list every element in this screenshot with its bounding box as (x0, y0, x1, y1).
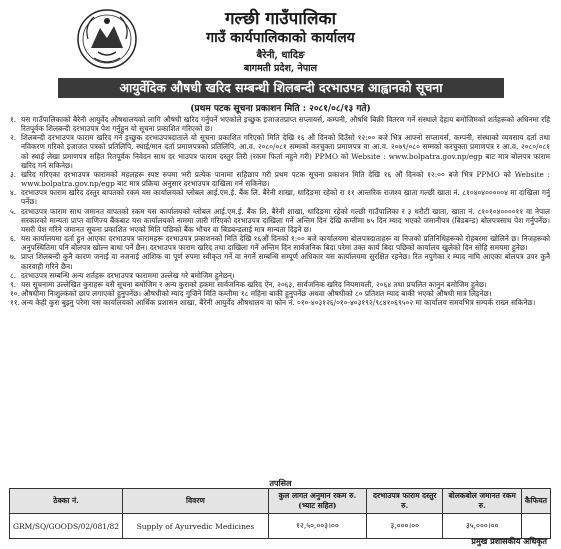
col-header-estimated-cost: कुल लागत अनुमान रकम रु. (भ्याट सहित) (268, 489, 366, 514)
cell-remarks (521, 514, 550, 539)
schedule-caption: तपसिल (269, 478, 292, 488)
col-header-bid-security: बोलकबोल जमानत रकम रु. (443, 489, 521, 514)
item-text: दरभाउपत्र फाराम खरिद दस्तुर बापतको रकम यस कार्यालयको ग्लोबल आई.एम.ई. बैंक लि. बैरेनी शाखा, धादिङमा रहेको रा ११ आन्तरिक राजश्व खाता गल्छी खाता नं. ८१०४०४०००००४ मा दाखिला गर्नु पर्नेछ। (21, 188, 550, 207)
notice-item (10, 207, 550, 234)
notice-item (10, 289, 550, 298)
notice-item (10, 234, 550, 252)
col-header-remarks: कैफियत (521, 489, 550, 514)
item-text: प्राप्त शिलबन्दी कुनै कारण जनाई वा नजनाई आंशिक वा पूर्ण रुपमा स्वीकृत गर्ने वा नगर्ने सम्बन्धि सम्पूर्ण अधिकार यस कार्यालयमा सुरक्षित रहनेछ। रित नपुगेका र म्याद नाघि आएका बोलपत्र उपर कुनै कारवाही गरिने छैन। (21, 252, 550, 271)
cell-bid-security: ३५,०००।०० (443, 514, 521, 539)
col-header-description: विवरण (123, 489, 269, 514)
item-number: १०. (10, 288, 20, 298)
notice-item (10, 252, 550, 270)
province-line: बागमती प्रदेश, नेपाल (243, 63, 318, 74)
item-number: ६. (10, 234, 17, 244)
notice-item (10, 271, 550, 280)
office-location: बैरेनी, धादिङ (256, 50, 305, 61)
cell-contract-no: GRM/SQ/GOODS/02/081/82 (10, 514, 123, 539)
sub-office-name: गाउँ कार्यपालिकाको कार्यालय (206, 30, 355, 46)
item-text: यस कार्यालयमा दर्ता हुन आएका दरभाउपत्र फारामहरू दरभाउपत्र प्रकाशनको मिति देखि १६औं दिनको १:०० बजे कार्यालयमा बोलपत्रदाताहरू वा निजको प्रतिनिधिहरूको रोहबरमा खोलिने छ। निजहरूको अनुपस्थितिमा पनि बोलपत्र खोल्न बाधा पर्ने छैन। दरभाउपत्र फाराम खरिद तथा दाखिला गर्ने अन्तिम दिन सार्वजनिक बिदा परेमा उक्त कार्य बिदा पछिको कार्यालय खुलेको दिन सोहि समयमा हुनेछ। (21, 234, 550, 253)
item-text: अन्य केही कुरा बुझ्नु परेमा यस कार्यालयको आर्थिक प्रशासन शाखा, बैरेनी आयुर्वेद औषधालय वा फोन नं. ०१०-४०३१२६/०१०-४०३१९२/९८४१०६९५०२ मा कार्यालय समयभित्र सम्पर्क राख्न सकिनेछ। (21, 298, 536, 308)
notice-item (10, 188, 550, 206)
notice-item (10, 170, 550, 188)
cell-description: Supply of Ayurvedic Medicines (123, 514, 269, 539)
table-header-row (10, 489, 551, 514)
item-number: ८. (10, 270, 17, 280)
item-number: ५. (10, 206, 17, 216)
office-name: गल्छी गाउँपालिका (224, 9, 337, 29)
item-text: शिलबन्दी दरभाउपत्र फाराम खरिद गर्न इच्छुक दरभाउपत्रदाताले यो सूचना प्रकाशित गरिएको मिति देखि १६ औं दिनको दिउँसो १२:०० बजे भित्र आफ्नो सप्लायर्स, कम्पनी, संस्थाको व्यवसाय दर्ता तथा नविकरण गरिको इजाजत पत्रको प्रतिलिपि, स्थाई/मान दर्ता प्रमाणपत्रको प्रतिलिपि, आ.व. २०८०/०८१ सम्मको करचुक्ता प्रमाणपत्र वा आ.व. २०७९/०८० सम्मको करचुक्ता प्रमाणपत्र र आ.व. २०८०/०८१ को स्थाई लेखा प्रमाणपत्र सहित रितपूर्वक निवेदन साथ दर भाउपत्र फाराम दस्तुर तिरी (रकम फिर्ता नहुने गरी) PPMO को Website : www.bolpatra.gov.np/egp बाट मात्र बोलपत्र फाराम खरिद गर्न सकिनेछ। (21, 133, 550, 170)
item-number: ४. (10, 188, 17, 198)
item-text: दरभाउपत्र फाराम साथ जमानत वापतको रकम यस कार्यालयको ग्लोबल आई.एम.ई. बैंक लि. बैरेनी शाखा, धादिङमा रहेको गल्छी गाउँपालिका र ३ धरौटी खाता, खाता नं. ८१०१०४००००११ वा नेपाल सरकारको मान्यता प्राप्त वाणिज्य बैंकबाट यस कार्यालयको नाममा जारी गरिएको दरभाउपत्र दाखिला गर्ने अन्तिम दिन देखि कम्तीमा ७५ दिन म्याद भएको जमानीपत्र (बिडबन्ड) बोलपत्रसाथ पेश गर्नुपर्नेछ। यसरी पेश गरिने जमानत सूचना प्रकाशित भएको मिति पछिको बैंक भौचर वा बिडबन्डलाई मात्र मान्यता दिइने छ। (21, 206, 550, 234)
item-number: ९. (10, 279, 17, 289)
notice-item (10, 133, 550, 170)
item-number: ११. (10, 298, 20, 308)
signoff-title: प्रमुख प्रशासकीय अधिकृत (471, 536, 547, 546)
publication-date-line: (प्रथम पटक सूचना प्रकाशन मिति : २०८१/०८/१३ गते) (190, 104, 371, 114)
notice-item (10, 298, 550, 307)
col-header-contract-no: ठेक्का नं. (10, 489, 123, 514)
item-number: ७. (10, 252, 17, 262)
table-row (10, 514, 551, 539)
cell-form-fee: ३,०००।०० (367, 514, 443, 539)
schedule-table (9, 488, 551, 539)
notice-body (10, 115, 550, 477)
item-number: २. (10, 133, 17, 143)
item-text: खरिद गरिएका दरभाउपत्र फारामको महलहरू स्पष्ट रुपमा भरी प्रत्येक पानामा सहिछाप गरी प्रथम पटक सूचना प्रकाशन मिति देखि १६ औं दिनको १२:०० बजे भित्र PPMO को Website : www.bolpatra.gov.np/egp बाट मात्र प्रक्रिया अनुसार दरभाउपत्र दाखिला गर्न सकिनेछ। (21, 169, 550, 189)
item-number: ३. (10, 169, 17, 179)
cell-estimated-cost: १२,५०,००३।०० (268, 514, 366, 539)
item-text: औषधीमा निःशुल्कको छाप लगाएको हुनुपर्नेछ। औषधीको म्याद गुज्रिने मिति कम्तीमा १८ महिना बाकी हुनुपर्नेछ अथवा औषधीको ८० प्रतिशत म्याद बाकी भएको औषधी मात्र लिइनेछ। (21, 288, 492, 298)
notice-item (10, 280, 550, 289)
col-header-form-fee: दरभाउपत्र फाराम दस्तुर रु. (367, 489, 443, 514)
notice-item (10, 115, 550, 133)
notice-title: आयुर्वेदिक औषधी खरिद सम्बन्धी शिलबन्दी दरभाउपत्र आह्वानको सूचना (58, 78, 504, 98)
item-text: यस गाउँपालिकाको बैरेनी आयुर्वेद औषधालयको लागि औषधी खरिद गर्नुपर्ने भएकोले इच्छुक इजाजतप्राप्त सप्लायर्स, कम्पनी, औषधि बिक्री वितरण गर्ने संस्थाले देहाय बमोजिमको शर्तहरूको अधिनमा रहि रितपूर्वक शिलबन्दी दरभाउपत्र पेश गर्नुहुन यो सूचना प्रकाशित गरिएको छ। (21, 115, 550, 134)
item-number: १. (10, 115, 17, 124)
item-text: दरभाउपत्र सम्बन्धि अन्य शर्तहरू दरभाउपत्र फाराममा उल्लेख गरे बमोजिम हुनेछन्। (21, 270, 235, 280)
item-text: यस सूचनामा उल्लेखित कुराहरू यसै सूचना बमोजिम र अन्य कुराको हकमा सार्वजनिक खरिद ऐन, २०६३, सार्वजनिक खरिद नियमावली, २०६४ तथा प्रचलित कानुन बमोजिम हुनेछ। (21, 279, 487, 289)
